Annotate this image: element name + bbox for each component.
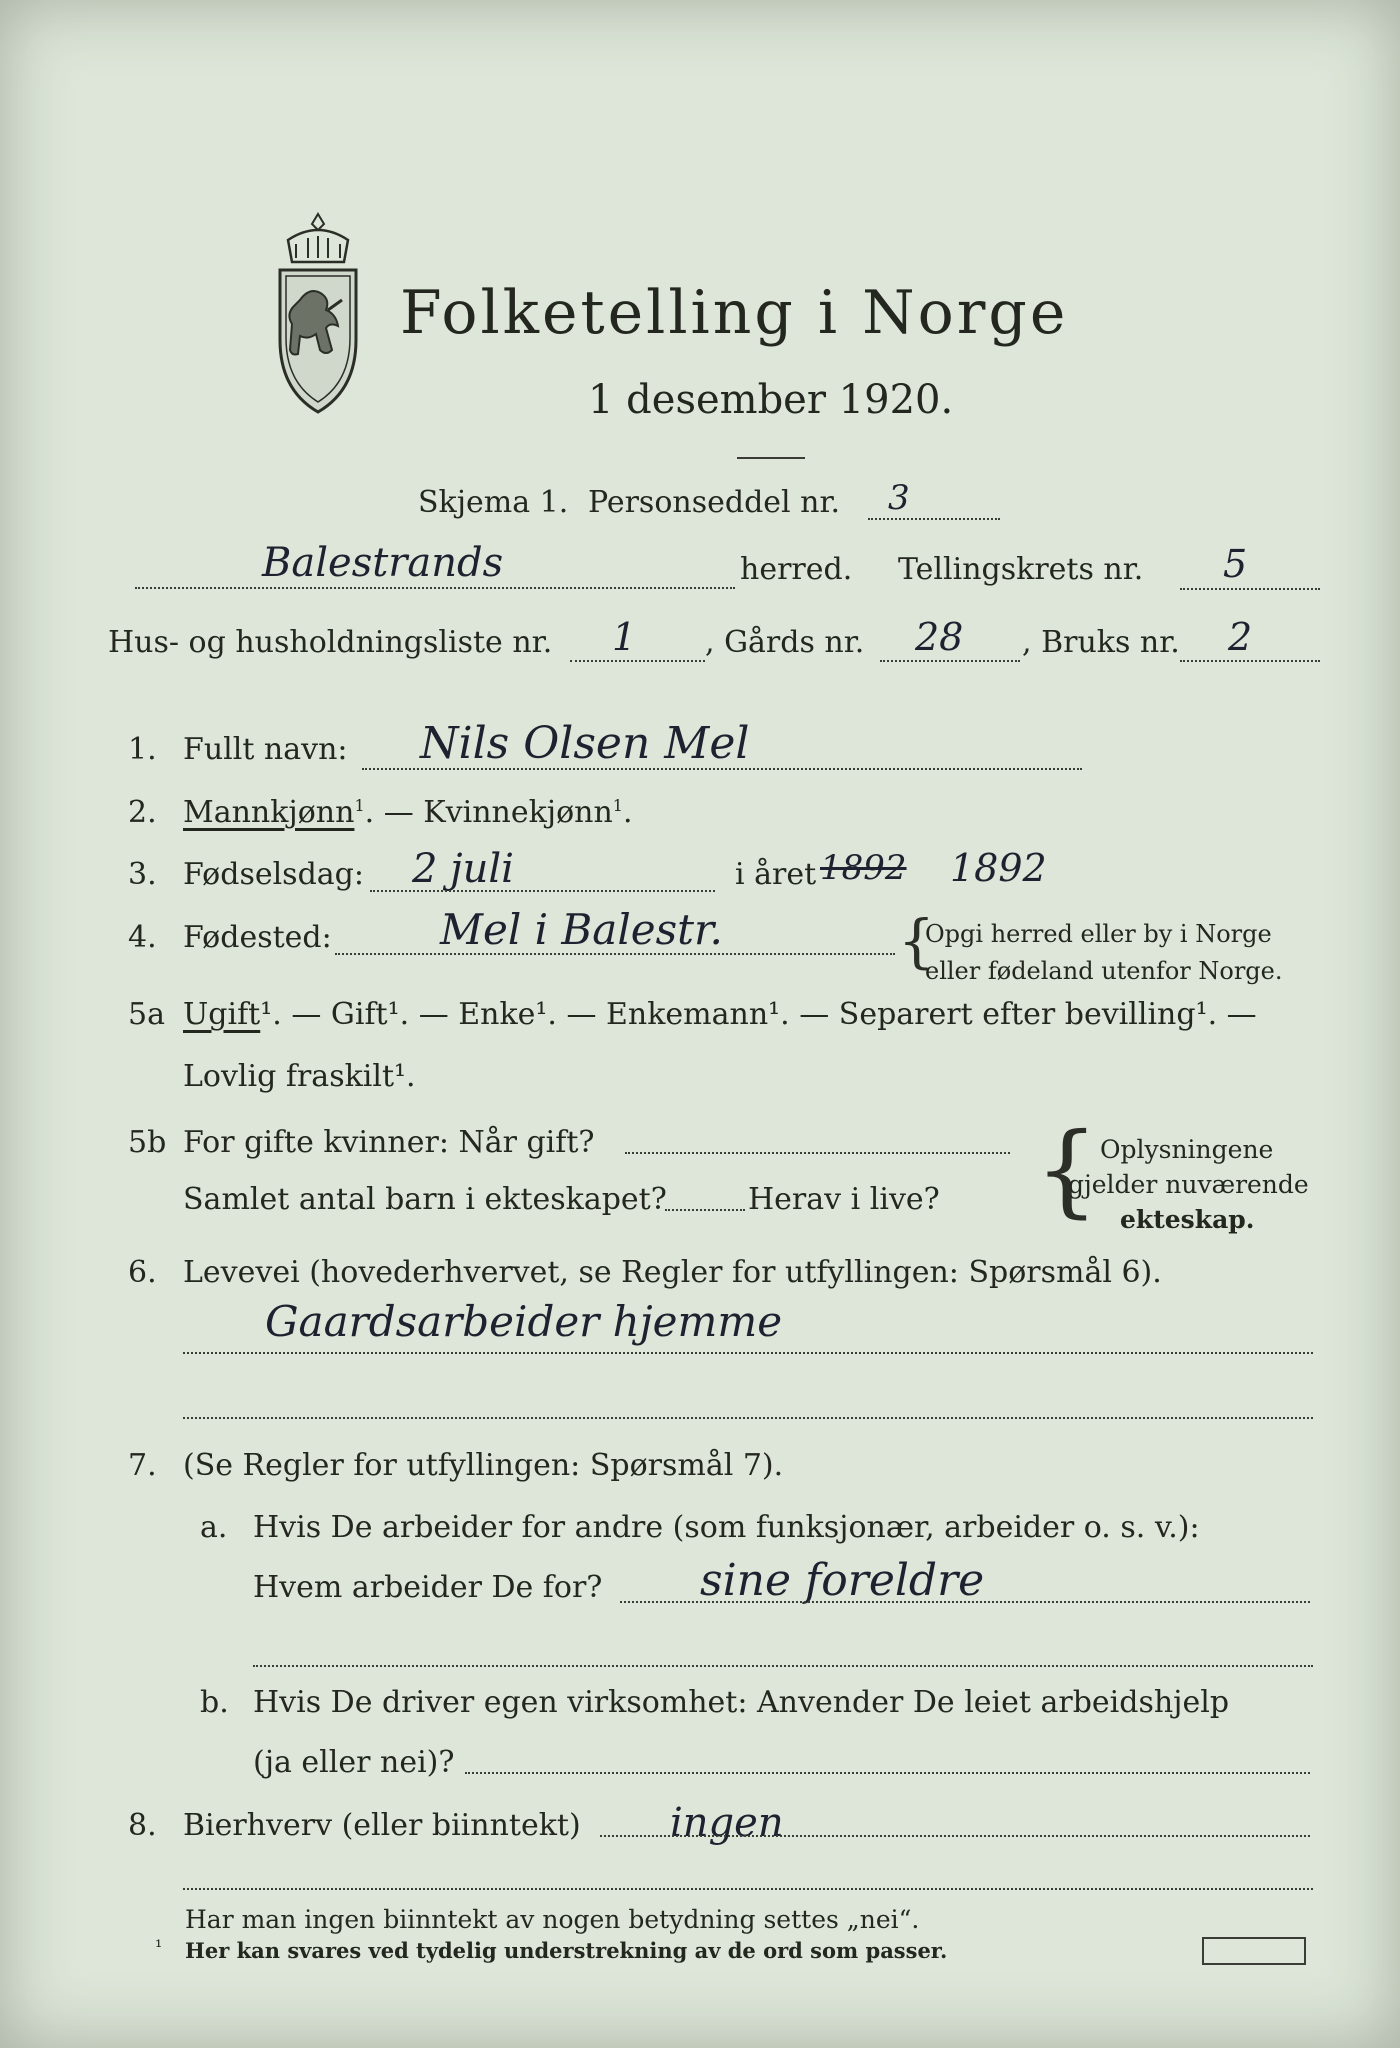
q2-number: 2. <box>128 795 157 830</box>
husliste-value: 1 <box>612 615 637 659</box>
q5a-status-line <box>183 997 1257 1032</box>
q5b-number: 5b <box>128 1125 167 1160</box>
q7a-employer-value: sine foreldre <box>700 1555 985 1606</box>
footnote-mark: ¹ <box>155 1937 163 1958</box>
gards-label: , Gårds nr. <box>705 625 865 660</box>
tellingskrets-dotline <box>1180 588 1320 590</box>
q5b-note-brace: { <box>1035 1111 1099 1228</box>
q5a-number: 5a <box>128 997 165 1032</box>
q8-dotline2 <box>183 1888 1313 1890</box>
q3-year-value: 1892 <box>950 846 1047 890</box>
q1-label: Fullt navn: <box>183 732 348 767</box>
skjema-label: Skjema 1. <box>418 485 569 520</box>
census-date: 1 desember 1920. <box>588 377 954 423</box>
q7b-letter: b. <box>200 1685 229 1720</box>
q4-dotline <box>335 953 895 955</box>
q5b-barn-dotline <box>665 1209 745 1211</box>
q5b-label1: For gifte kvinner: Når gift? <box>183 1125 595 1160</box>
q4-number: 4. <box>128 920 157 955</box>
q5a-line2: Lovlig fraskilt¹. <box>183 1059 416 1094</box>
q5a-ugift-option: Ugift <box>183 997 261 1032</box>
form-title: Folketelling i Norge <box>400 278 1069 348</box>
q1-number: 1. <box>128 732 157 767</box>
gards-dotline <box>880 660 1020 662</box>
q3-number: 3. <box>128 857 157 892</box>
q7a-dotline2 <box>253 1665 1313 1667</box>
q7a-line2: Hvem arbeider De for? <box>253 1570 603 1605</box>
q5b-gift-dotline <box>625 1152 1010 1154</box>
q6-dotline2 <box>183 1417 1313 1419</box>
q3-birthdate-value: 2 juli <box>412 846 514 892</box>
q6-occupation-value: Gaardsarbeider hjemme <box>265 1297 783 1346</box>
footnote-text: Her kan svares ved tydelig understrekning av de ord som passer. <box>185 1938 948 1963</box>
q5b-note-line3: ekteskap. <box>1120 1205 1255 1234</box>
q6-dotline1 <box>183 1352 1313 1354</box>
q3-label: Fødselsdag: <box>183 857 364 892</box>
q2-male-option: Mannkjønn <box>183 795 355 830</box>
bruks-label: , Bruks nr. <box>1022 625 1180 660</box>
personseddel-label: Personseddel nr. <box>588 485 841 520</box>
tellingskrets-label: Tellingskrets nr. <box>898 552 1144 587</box>
footer-note: Har man ingen biinntekt av nogen betydning settes „nei“. <box>185 1905 920 1934</box>
personseddel-value: 3 <box>888 478 910 518</box>
herred-label: herred. <box>740 552 853 587</box>
norwegian-lion-crest-icon <box>268 210 368 420</box>
title-divider <box>737 457 805 459</box>
q6-number: 6. <box>128 1255 157 1290</box>
q1-dotline <box>362 768 1082 770</box>
q3-year-struck: 1892 <box>820 848 907 888</box>
q3-year-label: i året <box>735 857 817 892</box>
q5a-other-options: ¹. — Gift¹. — Enke¹. — Enkemann¹. — Separert efter bevilling¹. — <box>260 997 1257 1032</box>
q4-note-line1: Opgi herred eller by i Norge <box>925 920 1272 948</box>
q2-gender-line: Mannkjønn$^1$. — Kvinnekjønn$^1$. <box>183 795 633 830</box>
q7-label: (Se Regler for utfyllingen: Spørsmål 7). <box>183 1448 784 1483</box>
q5b-label2: Samlet antal barn i ekteskapet? <box>183 1182 667 1217</box>
printer-stamp <box>1202 1937 1306 1965</box>
gards-value: 28 <box>915 615 964 659</box>
q5b-label3: Herav i live? <box>748 1182 940 1217</box>
husliste-label: Hus- og husholdningsliste nr. <box>108 625 553 660</box>
q7b-line2: (ja eller nei)? <box>253 1745 455 1780</box>
q4-label: Fødested: <box>183 920 332 955</box>
q8-sideincome-value: ingen <box>670 1800 784 1846</box>
q4-note-brace: { <box>898 907 935 975</box>
bruks-dotline <box>1180 660 1320 662</box>
q7b-line1: Hvis De driver egen virksomhet: Anvender De leiet arbeidshjelp <box>253 1685 1230 1720</box>
q5b-note-line2: gjelder nuværende <box>1068 1170 1309 1199</box>
tellingskrets-value: 5 <box>1223 542 1248 586</box>
husliste-dotline <box>570 660 705 662</box>
q4-birthplace-value: Mel i Balestr. <box>440 905 723 954</box>
q7a-letter: a. <box>200 1510 228 1545</box>
herred-dotline <box>135 587 735 589</box>
q1-fullname-value: Nils Olsen Mel <box>420 718 750 769</box>
q5b-note-line1: Oplysningene <box>1100 1135 1274 1164</box>
q8-dotline <box>600 1835 1310 1837</box>
q2-female-option: Kvinnekjønn <box>423 795 613 830</box>
q7a-dotline1 <box>620 1601 1310 1603</box>
personseddel-dotline <box>868 518 1000 520</box>
q8-number: 8. <box>128 1808 157 1843</box>
q4-note-line2: eller fødeland utenfor Norge. <box>925 957 1283 985</box>
q7b-dotline <box>465 1772 1310 1774</box>
q8-label: Bierhverv (eller biinntekt) <box>183 1808 581 1843</box>
q7-number: 7. <box>128 1448 157 1483</box>
q7a-line1: Hvis De arbeider for andre (som funksjonær, arbeider o. s. v.): <box>253 1510 1200 1545</box>
herred-value: Balestrands <box>262 540 504 586</box>
q3-dotline <box>370 890 715 892</box>
q6-label: Levevei (hovederhvervet, se Regler for utfyllingen: Spørsmål 6). <box>183 1255 1162 1290</box>
bruks-value: 2 <box>1228 615 1253 659</box>
